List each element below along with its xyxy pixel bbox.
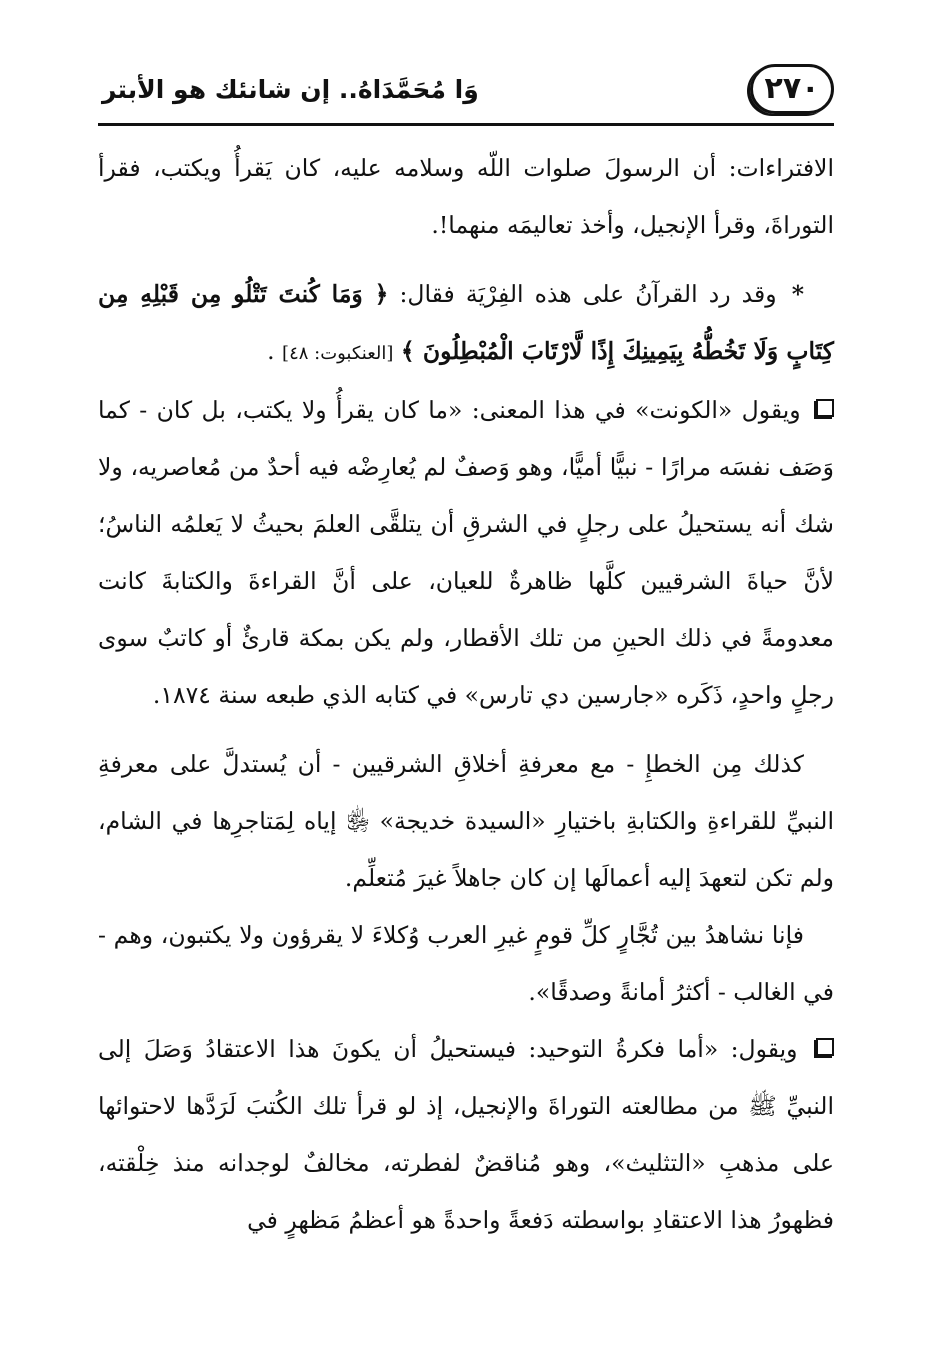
book-page	[98, 52, 834, 1292]
page-header	[98, 52, 834, 126]
page-number-badge: ٢٧٠	[750, 64, 834, 114]
quran-verse: ﴿ وَمَا كُنتَ تَتْلُو مِن قَبْلِهِ مِن كِتَابٍ وَلَا تَخُطُّهُ بِيَمِينِكَ إِذًا لَّارْتَابَ الْمُبْطِلُونَ ﴾	[98, 280, 834, 365]
paragraph-2	[98, 266, 834, 382]
paragraph-1	[98, 140, 834, 254]
paragraph-text: كذلك مِن الخطإِ - مع معرفةِ أخلاقِ الشرقيين - أن يُستدلَّ على معرفةِ النبيِّ للقراءةِ والكتابةِ باختيارِ «السيدة خديجة» ﵂ إياه لِمَتاجرِها في الشام، ولم تكن لتعهدَ إليه أعمالَها إن كان جاهلاً غيرَ مُتعلِّم.	[98, 750, 834, 892]
paragraph-text: فإنا نشاهدُ بين تُجَّارٍ كلِّ قومٍ غيرِ العرب وُكلاءَ لا يقرؤون ولا يكتبون، وهم - في الغالب - أكثرُ أمانةً وصدقًا».	[98, 921, 834, 1006]
paragraph-text: ويقول: «أما فكرةُ التوحيد: فيستحيلُ أن يكونَ هذا الاعتقادُ وَصَلَ إلى النبيِّ ﷺ من مطالعته التوراةَ والإنجيل، إذ لو قرأ تلك الكُتبَ لَرَدَّها لاحتوائها على مذهبِ «التثليث»، وهو مُناقضٌ لفطرته، مخالفٌ لوجدانه منذ خِلْقته، فظهورُ هذا الاعتقادِ بواسطته دَفعةً واحدةً هو أعظمُ مَظهرٍ في	[98, 1035, 834, 1234]
paragraph-5	[98, 907, 834, 1021]
header-divider	[98, 123, 834, 126]
paragraph-text: ويقول «الكونت» في هذا المعنى: «ما كان يقرأُ ولا يكتب، بل كان - كما وَصَف نفسَه مرارًا - نبيًّا أميًّا، وهو وَصفٌ لم يُعارِضْه فيه أحدٌ من مُعاصريه، ولا شك أنه يستحيلُ على رجلٍ في الشرقِ أن يتلقَّى العلمَ بحيثُ لا يَعلمُه الناسُ؛ لأنَّ حياةَ الشرقيين كلَّها ظاهرةٌ للعيان، على أنَّ القراءةَ والكتابةَ كانت معدومةً في ذلك الحينِ من تلك الأقطار، ولم يكن بمكة قارئٌ أو كاتبٌ سوى رجلٍ واحدٍ، ذَكَره «جارسين دي تارس» في كتابه الذي طبعه سنة ١٨٧٤.	[98, 396, 834, 709]
page-body	[98, 126, 834, 1249]
star-marker: *	[791, 280, 804, 308]
paragraph-4	[98, 736, 834, 907]
paragraph-lead: وقد رد القرآنُ على هذه الفِرْيَة فقال:	[399, 280, 777, 308]
running-title: وَا مُحَمَّدَاهُ.. إن شانئك هو الأبتر	[102, 74, 479, 104]
paragraph-3	[98, 382, 834, 724]
paragraph-end: .	[267, 337, 275, 365]
paragraph-6	[98, 1021, 834, 1249]
paragraph-text: الافتراءات: أن الرسولَ صلوات اللّه وسلامه عليه، كان يَقرأُ ويكتب، فقرأ التوراةَ، وقرأ الإنجيل، وأخذ تعاليمَه منهما!.	[98, 154, 834, 239]
square-bullet-icon	[816, 1038, 834, 1056]
square-bullet-icon	[816, 399, 834, 417]
verse-reference: [العنكبوت: ٤٨]	[282, 343, 394, 364]
